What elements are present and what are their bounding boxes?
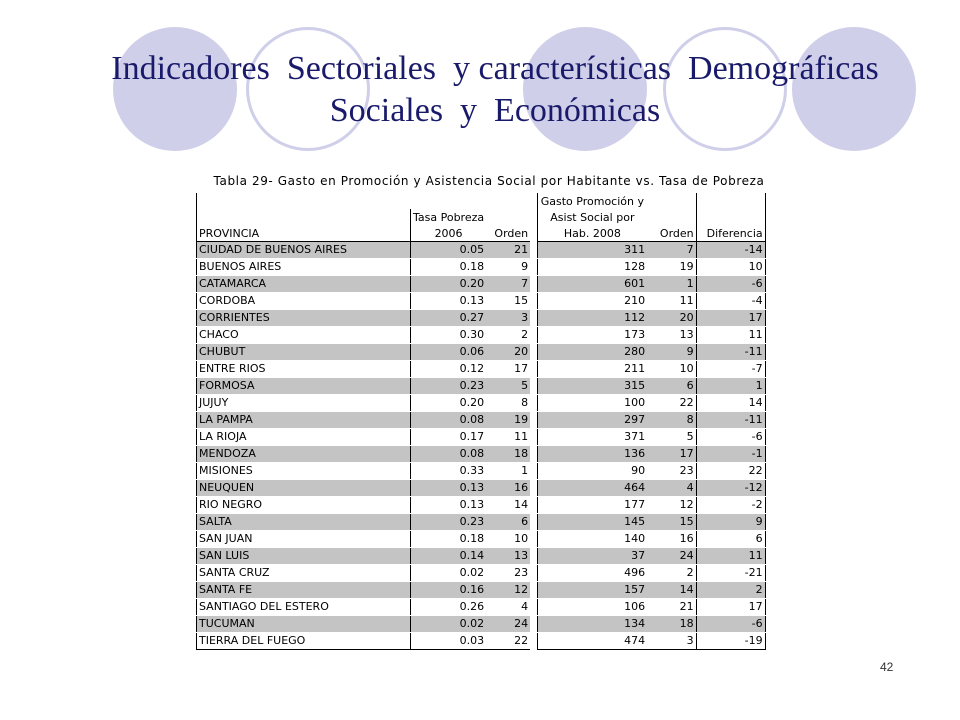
cell-gasto: 311 <box>537 242 647 259</box>
cell-tasa-pobreza: 0.27 <box>411 310 487 327</box>
cell-orden-gasto: 18 <box>647 616 696 633</box>
cell-tasa-pobreza: 0.23 <box>411 514 487 531</box>
cell-tasa-pobreza: 0.08 <box>411 412 487 429</box>
cell-diferencia: -19 <box>696 633 765 650</box>
cell-gasto: 136 <box>537 446 647 463</box>
cell-provincia: CATAMARCA <box>197 276 411 293</box>
cell-orden-pobreza: 16 <box>486 480 530 497</box>
cell-tasa-pobreza: 0.17 <box>411 429 487 446</box>
table-row <box>197 514 766 531</box>
table-row <box>197 599 766 616</box>
column-gap <box>530 582 537 599</box>
header-diferencia: Diferencia <box>696 225 765 242</box>
cell-diferencia: 14 <box>696 395 765 412</box>
cell-diferencia: -12 <box>696 480 765 497</box>
cell-gasto: 474 <box>537 633 647 650</box>
header-gasto-line2: Asist Social por <box>537 209 647 225</box>
cell-provincia: CIUDAD DE BUENOS AIRES <box>197 242 411 259</box>
header-orden-1: Orden <box>486 225 530 242</box>
cell-orden-pobreza: 19 <box>486 412 530 429</box>
cell-provincia: JUJUY <box>197 395 411 412</box>
table-row <box>197 344 766 361</box>
cell-orden-pobreza: 1 <box>486 463 530 480</box>
table-row <box>197 361 766 378</box>
cell-diferencia: -7 <box>696 361 765 378</box>
column-gap <box>530 480 537 497</box>
header-gasto-line1: Gasto Promoción y <box>537 193 647 209</box>
cell-orden-gasto: 14 <box>647 582 696 599</box>
cell-diferencia: -6 <box>696 429 765 446</box>
cell-tasa-pobreza: 0.12 <box>411 361 487 378</box>
table-row <box>197 531 766 548</box>
header-orden-2: Orden <box>647 225 696 242</box>
cell-tasa-pobreza: 0.20 <box>411 276 487 293</box>
cell-gasto: 145 <box>537 514 647 531</box>
cell-orden-gasto: 19 <box>647 259 696 276</box>
cell-orden-pobreza: 12 <box>486 582 530 599</box>
cell-provincia: SANTIAGO DEL ESTERO <box>197 599 411 616</box>
cell-orden-gasto: 4 <box>647 480 696 497</box>
cell-tasa-pobreza: 0.13 <box>411 497 487 514</box>
cell-provincia: TIERRA DEL FUEGO <box>197 633 411 650</box>
cell-orden-gasto: 2 <box>647 565 696 582</box>
cell-diferencia: -14 <box>696 242 765 259</box>
cell-orden-pobreza: 15 <box>486 293 530 310</box>
cell-tasa-pobreza: 0.06 <box>411 344 487 361</box>
cell-orden-gasto: 21 <box>647 599 696 616</box>
cell-gasto: 134 <box>537 616 647 633</box>
cell-diferencia: -4 <box>696 293 765 310</box>
cell-provincia: MENDOZA <box>197 446 411 463</box>
table-row <box>197 633 766 650</box>
table-row <box>197 582 766 599</box>
header-tasa-line1: Tasa Pobreza <box>411 209 487 225</box>
cell-orden-pobreza: 18 <box>486 446 530 463</box>
table-row <box>197 242 766 259</box>
cell-orden-gasto: 5 <box>647 429 696 446</box>
cell-provincia: FORMOSA <box>197 378 411 395</box>
cell-gasto: 464 <box>537 480 647 497</box>
cell-provincia: BUENOS AIRES <box>197 259 411 276</box>
cell-diferencia: 6 <box>696 531 765 548</box>
column-gap <box>530 378 537 395</box>
cell-orden-pobreza: 7 <box>486 276 530 293</box>
cell-orden-pobreza: 10 <box>486 531 530 548</box>
cell-orden-pobreza: 3 <box>486 310 530 327</box>
cell-gasto: 37 <box>537 548 647 565</box>
column-gap <box>530 327 537 344</box>
cell-provincia: MISIONES <box>197 463 411 480</box>
slide-title <box>0 48 960 132</box>
cell-provincia: CHUBUT <box>197 344 411 361</box>
column-gap <box>530 242 537 259</box>
cell-orden-pobreza: 24 <box>486 616 530 633</box>
cell-provincia: LA PAMPA <box>197 412 411 429</box>
column-gap <box>530 514 537 531</box>
cell-gasto: 496 <box>537 565 647 582</box>
table-row <box>197 565 766 582</box>
cell-gasto: 106 <box>537 599 647 616</box>
table-row <box>197 395 766 412</box>
cell-orden-gasto: 3 <box>647 633 696 650</box>
cell-provincia: SAN LUIS <box>197 548 411 565</box>
cell-orden-pobreza: 11 <box>486 429 530 446</box>
table-row <box>197 497 766 514</box>
table-row <box>197 327 766 344</box>
table-row <box>197 463 766 480</box>
cell-orden-gasto: 23 <box>647 463 696 480</box>
column-gap <box>530 565 537 582</box>
table-row <box>197 446 766 463</box>
cell-orden-gasto: 12 <box>647 497 696 514</box>
cell-provincia: SANTA FE <box>197 582 411 599</box>
cell-gasto: 211 <box>537 361 647 378</box>
cell-orden-pobreza: 6 <box>486 514 530 531</box>
cell-orden-gasto: 1 <box>647 276 696 293</box>
cell-diferencia: -6 <box>696 616 765 633</box>
cell-diferencia: -11 <box>696 344 765 361</box>
column-gap <box>530 310 537 327</box>
cell-orden-pobreza: 9 <box>486 259 530 276</box>
cell-gasto: 157 <box>537 582 647 599</box>
cell-orden-pobreza: 5 <box>486 378 530 395</box>
table-row <box>197 310 766 327</box>
column-gap <box>530 599 537 616</box>
cell-tasa-pobreza: 0.18 <box>411 259 487 276</box>
cell-orden-pobreza: 2 <box>486 327 530 344</box>
cell-tasa-pobreza: 0.30 <box>411 327 487 344</box>
cell-tasa-pobreza: 0.18 <box>411 531 487 548</box>
column-gap <box>530 259 537 276</box>
cell-diferencia: -1 <box>696 446 765 463</box>
cell-gasto: 173 <box>537 327 647 344</box>
cell-diferencia: 22 <box>696 463 765 480</box>
cell-diferencia: 2 <box>696 582 765 599</box>
header-gasto-line3: Hab. 2008 <box>537 225 647 242</box>
cell-tasa-pobreza: 0.14 <box>411 548 487 565</box>
cell-tasa-pobreza: 0.26 <box>411 599 487 616</box>
column-gap <box>530 463 537 480</box>
cell-diferencia: 9 <box>696 514 765 531</box>
column-gap <box>530 361 537 378</box>
cell-gasto: 315 <box>537 378 647 395</box>
cell-orden-gasto: 15 <box>647 514 696 531</box>
cell-gasto: 371 <box>537 429 647 446</box>
cell-gasto: 90 <box>537 463 647 480</box>
cell-tasa-pobreza: 0.03 <box>411 633 487 650</box>
cell-diferencia: 1 <box>696 378 765 395</box>
table-caption: Tabla 29- Gasto en Promoción y Asistencia Social por Habitante vs. Tasa de Pobreza <box>213 174 765 188</box>
cell-gasto: 140 <box>537 531 647 548</box>
cell-provincia: CHACO <box>197 327 411 344</box>
cell-provincia: RIO NEGRO <box>197 497 411 514</box>
column-gap <box>530 344 537 361</box>
header-row-1 <box>197 193 766 209</box>
table-row <box>197 293 766 310</box>
cell-orden-gasto: 11 <box>647 293 696 310</box>
cell-orden-pobreza: 8 <box>486 395 530 412</box>
cell-tasa-pobreza: 0.05 <box>411 242 487 259</box>
cell-diferencia: -21 <box>696 565 765 582</box>
cell-orden-gasto: 20 <box>647 310 696 327</box>
table-row <box>197 276 766 293</box>
cell-gasto: 177 <box>537 497 647 514</box>
cell-gasto: 100 <box>537 395 647 412</box>
cell-gasto: 297 <box>537 412 647 429</box>
cell-diferencia: 17 <box>696 599 765 616</box>
cell-tasa-pobreza: 0.20 <box>411 395 487 412</box>
cell-orden-gasto: 8 <box>647 412 696 429</box>
cell-orden-gasto: 6 <box>647 378 696 395</box>
column-gap <box>530 276 537 293</box>
cell-orden-gasto: 9 <box>647 344 696 361</box>
slide-title-line2: Sociales y Económicas <box>329 92 661 129</box>
cell-gasto: 112 <box>537 310 647 327</box>
header-tasa-line2: 2006 <box>411 225 487 242</box>
column-gap <box>530 633 537 650</box>
table-row <box>197 480 766 497</box>
cell-tasa-pobreza: 0.02 <box>411 616 487 633</box>
header-row-2 <box>197 209 766 225</box>
header-provincia: PROVINCIA <box>197 225 411 242</box>
cell-provincia: SALTA <box>197 514 411 531</box>
cell-orden-pobreza: 22 <box>486 633 530 650</box>
cell-orden-pobreza: 14 <box>486 497 530 514</box>
table-row <box>197 378 766 395</box>
cell-diferencia: 10 <box>696 259 765 276</box>
cell-orden-gasto: 10 <box>647 361 696 378</box>
cell-gasto: 280 <box>537 344 647 361</box>
cell-gasto: 128 <box>537 259 647 276</box>
page-number: 42 <box>880 660 894 674</box>
cell-provincia: CORRIENTES <box>197 310 411 327</box>
table-row <box>197 412 766 429</box>
cell-orden-gasto: 24 <box>647 548 696 565</box>
cell-orden-gasto: 13 <box>647 327 696 344</box>
cell-tasa-pobreza: 0.16 <box>411 582 487 599</box>
column-gap <box>530 531 537 548</box>
table-row <box>197 548 766 565</box>
column-gap <box>530 548 537 565</box>
cell-diferencia: -6 <box>696 276 765 293</box>
cell-diferencia: 11 <box>696 548 765 565</box>
cell-provincia: ENTRE RIOS <box>197 361 411 378</box>
column-gap <box>530 446 537 463</box>
cell-provincia: TUCUMAN <box>197 616 411 633</box>
cell-orden-gasto: 22 <box>647 395 696 412</box>
cell-tasa-pobreza: 0.13 <box>411 293 487 310</box>
cell-diferencia: 11 <box>696 327 765 344</box>
cell-tasa-pobreza: 0.23 <box>411 378 487 395</box>
table-row <box>197 429 766 446</box>
cell-orden-gasto: 16 <box>647 531 696 548</box>
cell-tasa-pobreza: 0.02 <box>411 565 487 582</box>
header-row-3 <box>197 225 766 242</box>
cell-orden-gasto: 7 <box>647 242 696 259</box>
cell-diferencia: 17 <box>696 310 765 327</box>
cell-orden-pobreza: 21 <box>486 242 530 259</box>
cell-orden-pobreza: 17 <box>486 361 530 378</box>
cell-diferencia: -11 <box>696 412 765 429</box>
cell-provincia: CORDOBA <box>197 293 411 310</box>
column-gap <box>530 616 537 633</box>
column-gap <box>530 395 537 412</box>
cell-tasa-pobreza: 0.13 <box>411 480 487 497</box>
cell-orden-gasto: 17 <box>647 446 696 463</box>
table-row <box>197 259 766 276</box>
cell-provincia: LA RIOJA <box>197 429 411 446</box>
cell-tasa-pobreza: 0.08 <box>411 446 487 463</box>
slide-title-line1: Indicadores Sectoriales y características Demográficas <box>111 50 879 87</box>
cell-orden-pobreza: 13 <box>486 548 530 565</box>
table-row <box>197 616 766 633</box>
column-gap <box>530 497 537 514</box>
cell-gasto: 601 <box>537 276 647 293</box>
column-gap <box>530 412 537 429</box>
data-table <box>196 193 766 650</box>
cell-orden-pobreza: 20 <box>486 344 530 361</box>
cell-diferencia: -2 <box>696 497 765 514</box>
column-gap <box>530 293 537 310</box>
column-gap <box>530 429 537 446</box>
cell-orden-pobreza: 4 <box>486 599 530 616</box>
cell-provincia: NEUQUEN <box>197 480 411 497</box>
cell-tasa-pobreza: 0.33 <box>411 463 487 480</box>
cell-provincia: SAN JUAN <box>197 531 411 548</box>
cell-gasto: 210 <box>537 293 647 310</box>
cell-orden-pobreza: 23 <box>486 565 530 582</box>
cell-provincia: SANTA CRUZ <box>197 565 411 582</box>
